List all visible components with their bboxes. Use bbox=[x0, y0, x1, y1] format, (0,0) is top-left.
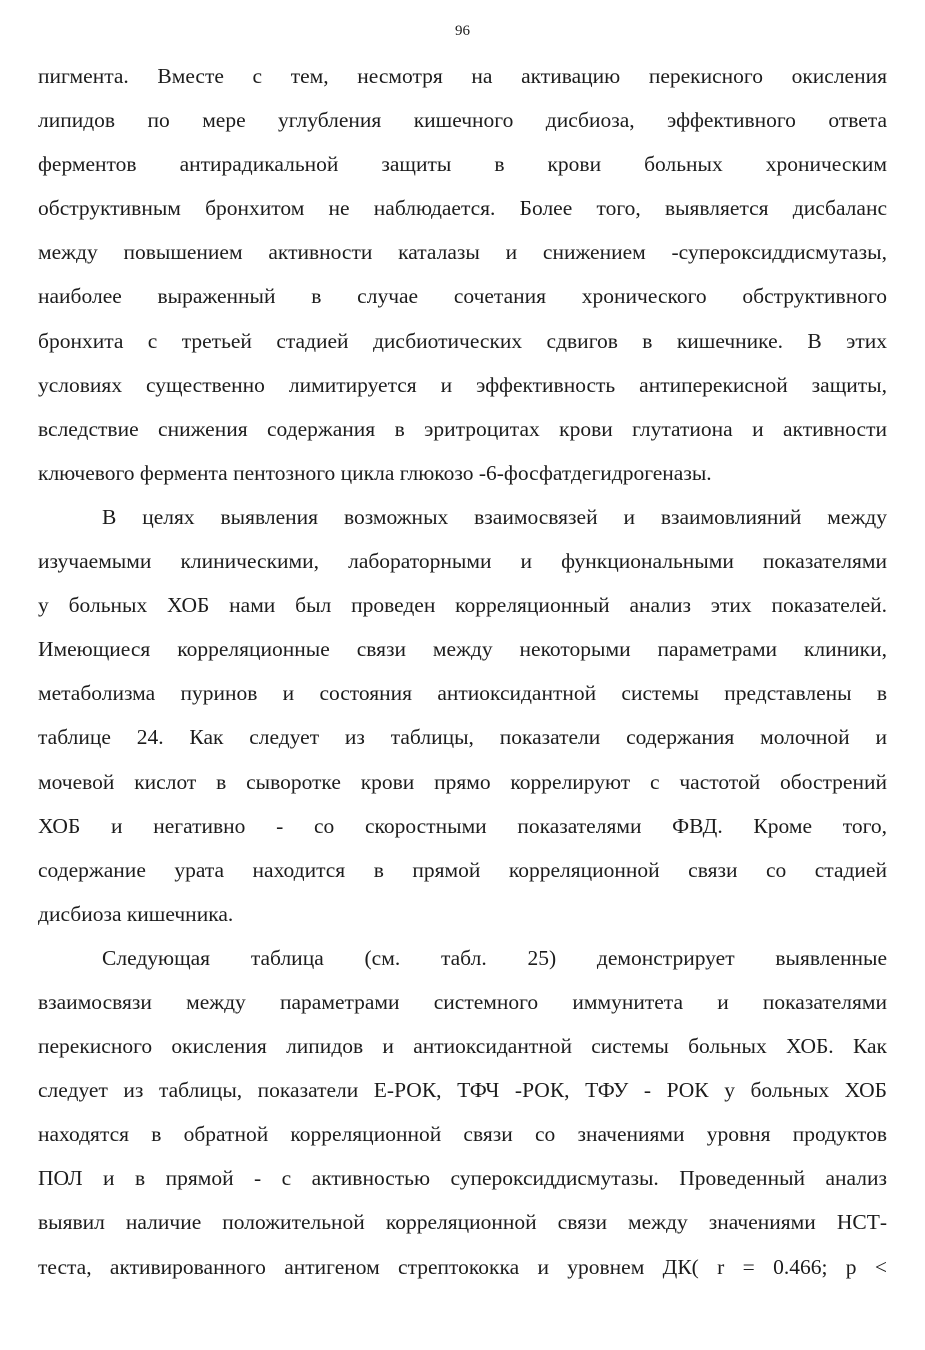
text-line: находятся в обратной корреляционной связи со значениями уровня продуктов bbox=[38, 1122, 887, 1147]
text-line: между повышением активности каталазы и снижением -супероксиддисмутазы, bbox=[38, 240, 887, 265]
text-line: следует из таблицы, показатели Е-РОК, ТФЧ -РОК, ТФУ - РОК у больных ХОБ bbox=[38, 1078, 887, 1103]
text-line: ключевого фермента пентозного цикла глюкозо -6-фосфатдегидрогеназы. bbox=[38, 460, 712, 485]
text-line: ферментов антирадикальной защиты в крови больных хроническим bbox=[38, 152, 887, 177]
page-number: 96 bbox=[455, 23, 470, 39]
text-line: бронхита с третьей стадией дисбиотических сдвигов в кишечнике. В этих bbox=[38, 328, 887, 353]
text-line: теста, активированного антигеном стрептококка и уровнем ДК( r = 0.466; p < bbox=[38, 1254, 887, 1279]
text-line: липидов по мере углубления кишечного дисбиоза, эффективного ответа bbox=[38, 108, 887, 133]
paragraph-1 bbox=[38, 54, 887, 495]
text-line: вследствие снижения содержания в эритроцитах крови глутатиона и активности bbox=[38, 416, 887, 441]
text-line: мочевой кислот в сыворотке крови прямо коррелируют с частотой обострений bbox=[38, 769, 887, 794]
text-line: Имеющиеся корреляционные связи между некоторыми параметрами клиники, bbox=[38, 637, 887, 662]
text-line: метаболизма пуринов и состояния антиоксидантной системы представлены в bbox=[38, 681, 887, 706]
text-line: выявил наличие положительной корреляционной связи между значениями НСТ- bbox=[38, 1210, 887, 1235]
text-line: перекисного окисления липидов и антиоксидантной системы больных ХОБ. Как bbox=[38, 1034, 887, 1059]
text-line: ПОЛ и в прямой - с активностью супероксиддисмутазы. Проведенный анализ bbox=[38, 1166, 887, 1191]
text-line: изучаемыми клиническими, лабораторными и функциональными показателями bbox=[38, 549, 887, 574]
text-line: содержание урата находится в прямой корреляционной связи со стадией bbox=[38, 857, 887, 882]
text-line: ХОБ и негативно - со скоростными показателями ФВД. Кроме того, bbox=[38, 813, 887, 838]
text-line: взаимосвязи между параметрами системного иммунитета и показателями bbox=[38, 989, 887, 1014]
body-text bbox=[38, 54, 887, 1289]
text-line: Следующая таблица (см. табл. 25) демонстрирует выявленные bbox=[102, 945, 887, 970]
text-line: дисбиоза кишечника. bbox=[38, 901, 234, 926]
paragraph-2 bbox=[38, 495, 887, 936]
text-line: условиях существенно лимитируется и эффективность антиперекисной защиты, bbox=[38, 372, 887, 397]
text-line: обструктивным бронхитом не наблюдается. Более того, выявляется дисбаланс bbox=[38, 196, 887, 221]
text-line: у больных ХОБ нами был проведен корреляционный анализ этих показателей. bbox=[38, 593, 887, 618]
paragraph-3 bbox=[38, 936, 887, 1289]
text-line: таблице 24. Как следует из таблицы, показатели содержания молочной и bbox=[38, 725, 887, 750]
text-line: наиболее выраженный в случае сочетания хронического обструктивного bbox=[38, 284, 887, 309]
text-line: В целях выявления возможных взаимосвязей и взаимовлияний между bbox=[102, 504, 887, 529]
text-line: пигмента. Вместе с тем, несмотря на активацию перекисного окисления bbox=[38, 64, 887, 88]
